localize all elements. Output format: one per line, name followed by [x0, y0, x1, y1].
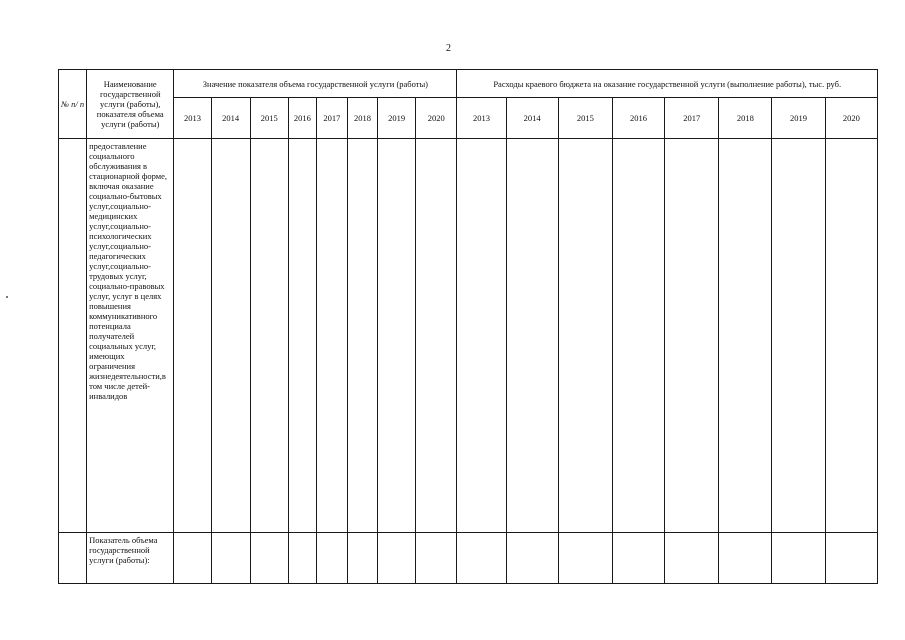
value-cell [288, 533, 316, 584]
value-cell [416, 533, 457, 584]
year-header-expense: 2019 [772, 98, 825, 139]
expense-cell [719, 533, 772, 584]
year-header-value: 2015 [250, 98, 288, 139]
row-number [59, 533, 87, 584]
value-cell [378, 533, 416, 584]
year-header-value: 2018 [347, 98, 377, 139]
value-cell [211, 533, 250, 584]
value-cell [250, 139, 288, 533]
expense-cell [558, 533, 612, 584]
expense-cell [457, 139, 506, 533]
header-service-name: Наименование государственной услуги (работы), показателя объема услуги (работы) [87, 70, 174, 139]
value-cell [174, 139, 211, 533]
expense-cell [506, 139, 558, 533]
value-cell [288, 139, 316, 533]
indicator-name: Показатель объема государственной услуги (работы): [87, 533, 174, 584]
expense-cell [825, 139, 877, 533]
header-group-values: Значение показателя объема государственной услуги (работы) [174, 70, 457, 98]
expense-cell [457, 533, 506, 584]
year-header-value: 2020 [416, 98, 457, 139]
year-header-value: 2016 [288, 98, 316, 139]
expense-cell [612, 533, 664, 584]
expense-cell [506, 533, 558, 584]
expense-cell [772, 533, 825, 584]
value-cell [211, 139, 250, 533]
expense-cell [719, 139, 772, 533]
scan-artifact-dot [6, 296, 8, 298]
expense-cell [612, 139, 664, 533]
services-volume-table [58, 69, 878, 584]
year-header-expense: 2020 [825, 98, 877, 139]
page-number: 2 [446, 43, 451, 54]
table-row [59, 139, 878, 533]
year-header-expense: 2016 [612, 98, 664, 139]
year-header-value: 2017 [316, 98, 347, 139]
value-cell [416, 139, 457, 533]
value-cell [347, 139, 377, 533]
header-group-expenses: Расходы краевого бюджета на оказание государственной услуги (выполнение работы), тыс. руб. [457, 70, 878, 98]
year-header-expense: 2014 [506, 98, 558, 139]
year-header-expense: 2018 [719, 98, 772, 139]
table-row [59, 533, 878, 584]
year-header-value: 2019 [378, 98, 416, 139]
header-number: № п/ п [59, 70, 87, 139]
service-name: предоставление социального обслуживания в стационарной форме, включая оказание социально-бытовых услуг,социально-медицинских услуг,социально-психологических услуг,социально-педагогических услуг,социально-трудовых услуг, социально-правовых услуг, услуг в целях повышения коммуникативного потенциала получателей социальных услуг, имеющих ограничения жизнедеятельности,в том числе детей-инвалидов [87, 139, 174, 533]
value-cell [347, 533, 377, 584]
value-cell [378, 139, 416, 533]
year-header-expense: 2013 [457, 98, 506, 139]
expense-cell [772, 139, 825, 533]
year-header-expense: 2015 [558, 98, 612, 139]
value-cell [316, 533, 347, 584]
expense-cell [558, 139, 612, 533]
value-cell [250, 533, 288, 584]
expense-cell [665, 139, 719, 533]
expense-cell [825, 533, 877, 584]
year-header-value: 2014 [211, 98, 250, 139]
expense-cell [665, 533, 719, 584]
row-number [59, 139, 87, 533]
value-cell [174, 533, 211, 584]
value-cell [316, 139, 347, 533]
year-header-expense: 2017 [665, 98, 719, 139]
year-header-value: 2013 [174, 98, 211, 139]
